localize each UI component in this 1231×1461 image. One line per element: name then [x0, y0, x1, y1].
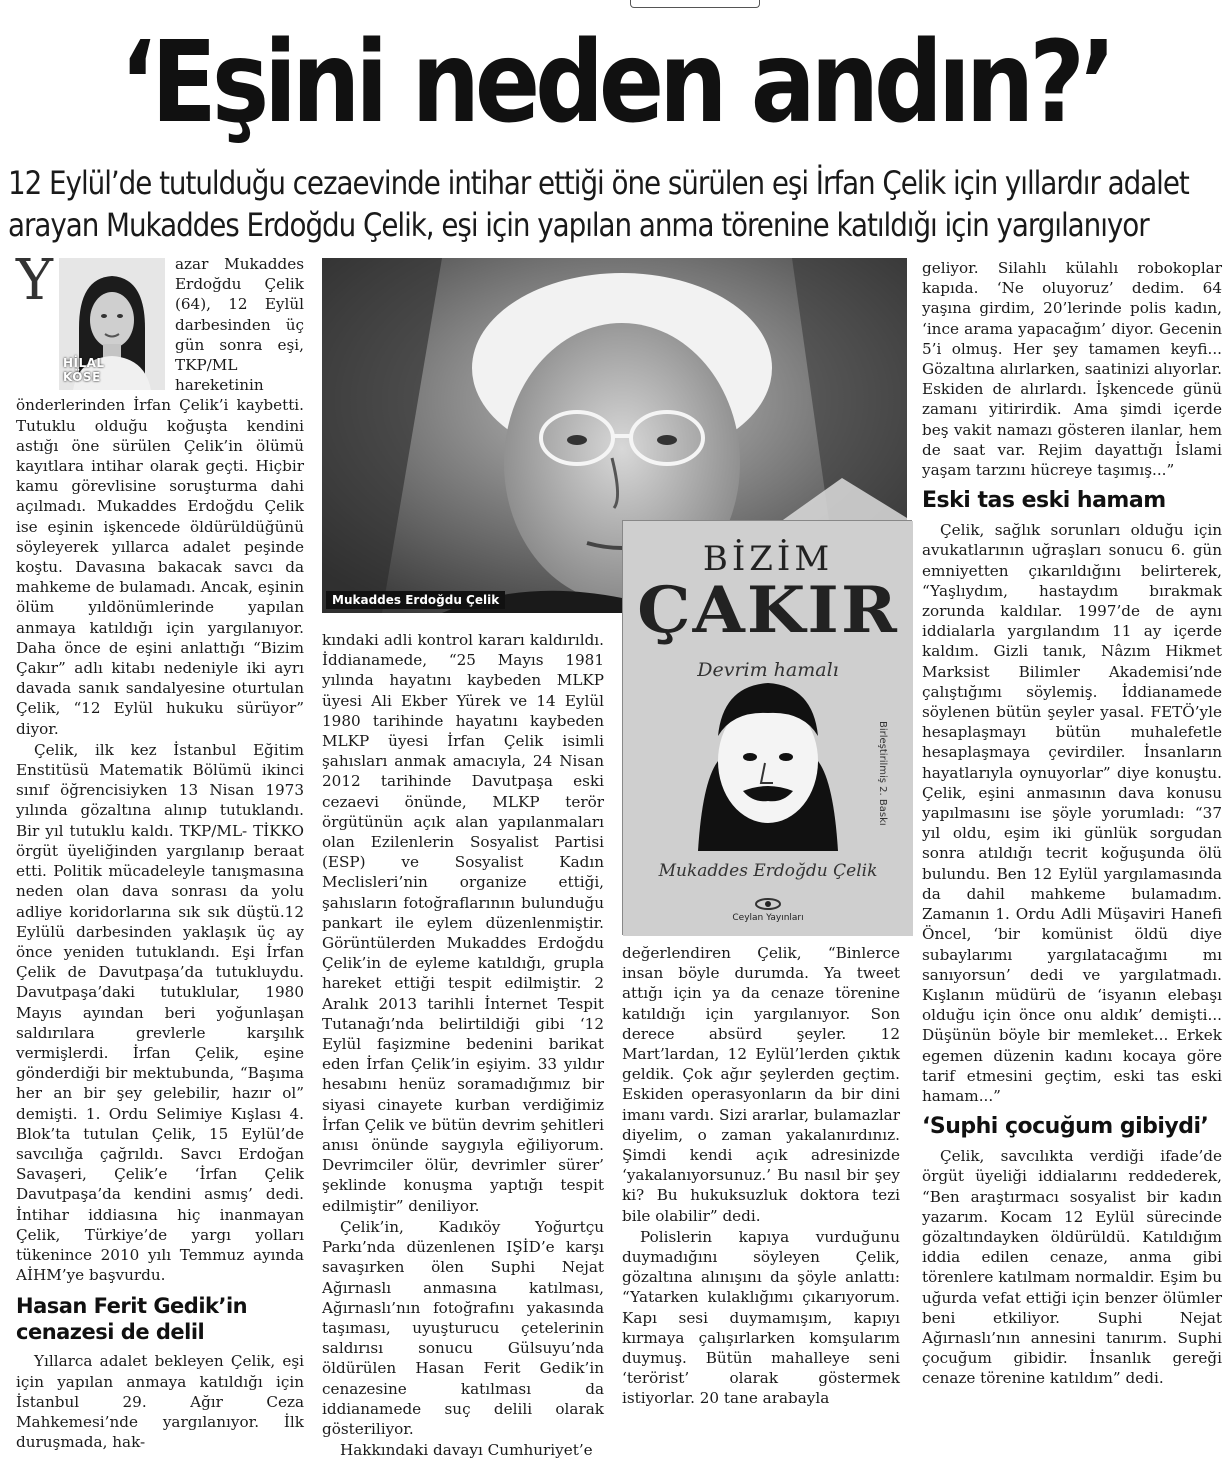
col2-paragraph-3: Hakkındaki davayı Cumhuriyet’e: [340, 1441, 593, 1460]
article-column-2: [322, 630, 604, 1461]
book-publisher: Ceylan Yayınları: [732, 913, 804, 923]
author-photo: [59, 258, 165, 390]
subhead-eski-tas: Eski tas eski hamam: [922, 488, 1166, 514]
book-subtitle: Devrim hamalı: [697, 659, 839, 681]
photo-caption: Mukaddes Erdoğdu Çelik: [326, 591, 505, 609]
subhead-hasan-ferit: Hasan Ferit Gedik’in cenazesi de delil: [16, 1294, 248, 1345]
book-cover: [622, 520, 912, 935]
deck: [8, 162, 1223, 246]
article-column-3: [622, 943, 900, 1410]
col3-paragraph-1: değerlendiren Çelik, “Binlerce insan böyle durumda. Ya tweet attığı için ya da cenaze törenine katıldığı için yargılanıyor. Son derece absürd şeyler. 12 Mart’lardan, 12 Eylül’lerden çıktık geldik. Çok ağır şeylerden geçtim. Eskiden operasyonların da bir dini imanı vardı. Sizi ararlar, bulamazlar diyelim, o zaman yakalanırdınız. Şimdi kendi açık adresinizde ‘yakalanıyorsunuz.’ Bu nasıl bir şey ki? Bu hukuksuzluk doktora tezi bile olabilir” dedi.: [622, 944, 900, 1225]
book-author: Mukaddes Erdoğdu Çelik: [658, 861, 878, 881]
page-top-mark: [630, 0, 760, 8]
col4-paragraph-3: Çelik, savcılıkta verdiği ifade’de örgüt üyeliği iddialarını reddederek, “Ben araştırmacı sosyalist bir kadın yazarım. Kocam 12 Eylül sürecinde gözaltındayken öldürüldü. Katıldığım iddia edilen cenaze, anma gibi törenlere katılmam normaldir. Eşim bu uğurda vefat ettiği için benzer ölümler beni etkiliyor. Suphi Nejat Ağırnaslı’nın annesini tanırım. Suphi çocuğum gibidir. İnsanlık gereği cenaze törenine katıldım” dedi.: [922, 1147, 1222, 1388]
article-column-1: [16, 248, 304, 1453]
drop-cap: Y: [16, 248, 53, 313]
deck-line-2: arayan Mukaddes Erdoğdu Çelik, eşi için yapılan anma törenine katıldığı için yargılanıyor: [8, 206, 1149, 244]
article-column-4: [922, 258, 1222, 1390]
book-title-line-2: ÇAKIR: [637, 573, 899, 648]
subhead-suphi: ‘Suphi çocuğum gibiydi’: [922, 1114, 1209, 1140]
col1-paragraph-3: Yıllarca adalet bekleyen Çelik, eşi için yapılan anmaya katıldığı için İstanbul 29. Ağır Ceza Mahkemesi’nde yargılanıyor. İlk duruşmada, hak-: [16, 1352, 304, 1452]
col1-paragraph-2: Çelik, ilk kez İstanbul Eğitim Enstitüsü Matematik Bölümü ikinci sınıf öğrencisiyken 13 Nisan 1973 yılında gözaltına alınıp tutuklandı. Bir yıl tutuklu kaldı. TKP/ML- TİKKO örgüt üyeliğinden yargılanıp beraat etti. Politik mücadeleyle tanışmasına neden olan dava sonrası da yolu adliye koridorlarına sık sık düştü.12 Eylülü darbesinden yaklaşık üç ay önce yeniden tutuklandı. Eşi İrfan Çelik de Davutpaşa’da tutukluydu. Davutpaşa’daki tutuklular, 1980 Mayıs ayından beri yoğunlaşan saldırılara grevlerle karşılık vermişlerdi. İrfan Çelik, eşine gönderdiği bir mektubunda, “Başıma her an bir şey gelebilir, hazır ol” demişti. 1. Ordu Selimiye Kışlası 4. Blok’ta tutulan Çelik, 15 Eylül’de savcılığa çağrıldı. Savcı Erdoğan Savaşeri, Çelik’e ‘İrfan Çelik Davutpaşa’da kendini asmış’ dedi. İntihar iddiasına hiç inanmayan Çelik, Türkiye’de yargı yolları tükenince 2010 yılı Temmuz ayında AİHM’ye başvurdu.: [16, 740, 304, 1285]
col2-paragraph-2: Çelik’in, Kadıköy Yoğurtçu Parkı’nda düzenlenen IŞİD’e karşı savaşırken ölen Suphi Nejat Ağırnaslı anmasına katılması, Ağırnaslı’nın fotoğrafını yakasında taşıması, uyuşturucu çetelerinin saldırısı sonucu Gülsuyu’nda öldürülen Hasan Ferit Gedik’in cenazesine katılması da iddianamede suç delili olarak gösteriliyor.: [322, 1217, 604, 1438]
col3-paragraph-2: Polislerin kapıya vurduğunu duymadığını söyleyen Çelik, gözaltına alınışını da şöyle anlattı: “Yatarken kulaklığımı çıkarıyorum. Kapı sesi duymamışım, kapıyı kırmaya çalışırlarken komşularım duymuş. Bütün mahalleye seni ‘terörist’ olarak göstermek istiyorlar. 20 tane arabayla: [622, 1227, 900, 1408]
col1-paragraph-1: azar Mukaddes Erdoğdu Çelik (64), 12 Eylül darbesinden üç gün sonra eşi, TKP/ML hareketinin önderlerinden İrfan Çelik’i kaybetti. Tutuklu olduğu koğuşta kendini astığı öne sürülen Çelik’in ölümü kayıtlara intihar olarak geçti. Hiçbir kamu görevlisine soruşturma dahi açılmadı. Mukaddes Erdoğdu Çelik ise eşinin işkencede öldürüldüğünü söyleyerek yıllarca adalet peşinde koştu. Davasına bakacak savcı da mahkeme de bulamadı. Ancak, eşinin ölüm yıldönümlerinde yapılan anmaya katıldığı için yargılanıyor. Daha önce de eşini anlattığı “Bizim Çakır” adlı kitabı nedeniyle iki ayrı davada sanık sandalyesine oturtulan Çelik, “12 Eylül hukuku sürüyor” diyor.: [16, 255, 304, 738]
book-edition: Birleştirilmiş 2. Baskı: [877, 721, 888, 826]
author-name: HİLAL KÖSE: [62, 356, 105, 384]
book-title-line-1: BİZİM: [702, 539, 834, 579]
col4-paragraph-2: Çelik, sağlık sorunları olduğu için avukatlarının uğraşları sonucu 6. gün emniyetten çıkarıldığını belirterek, “Yaşlıydım, hastaydım bırakmak zorunda kaldılar. 1997’de de aynı iddialarla yargılandım 11 ay içerde kaldım. Gizli tanık, Nâzım Hikmet Marksist Bilimler Akademisi’nde çalıştığımı söylemiş. İddianamede söylenen bütün şeyler yasal. FETÖ’yle hesaplaşmayı bütün muhalefetle hesaplaşmaya çevirdiler. İnsanların hayatlarıyla oynuyorlar” diye konuştu. Çelik, eşini anmasının dava konusu yapılmasını ise şöyle yorumladı: “37 yıl oldu, eşim iki günlük sorgudan sonra atıldığı tecrit koğuşunda ölü bulundu. Ben 12 Eylül yargılamasında da dahil mahkeme bulamadım. Zamanın 1. Ordu Adli Müşaviri Hanefi Öncel, ‘bir komünist öldü diye subaylarımı yargılatacağımı mı sanıyorsun’ dedi ve yargılatmadı. Kışlanın müdürü de ‘isyanın elebaşı olduğu için önce onu aldık’ demişti... Düşünün böyle bir memleket... Erkek egemen düzenin kadını kocaya göre tarif etmesini geçtim, eski tas eski hamam...”: [922, 521, 1222, 1105]
deck-line-1: 12 Eylül’de tutulduğu cezaevinde intihar ettiği öne sürülen eşi İrfan Çelik için yıllardır adalet: [8, 164, 1189, 202]
headline: ‘Eşini neden andın?’: [119, 18, 1112, 148]
col4-paragraph-1: geliyor. Silahlı külahlı robokoplar kapıda. ‘Ne oluyoruz’ dedim. 64 yaşına girdim, 20’lerinde polis kadın, ‘ince arama yapacağım’ diyor. Gecenin 5’i olmuş. Her şey tamamen keyfi... Gözaltına alırlarken, saatinizi alıyorlar. Eskiden de alırlardı. İşkencede günü zamanı yitirirdik. Ama şimdi içerde beş vakit namazı gösteren ilanlar, hem de saat var. Rejim dayattığı İslami yaşam tarzını hücreye taşımış...”: [922, 259, 1222, 480]
col2-paragraph-1: kındaki adli kontrol kararı kaldırıldı. İddianamede, “25 Mayıs 1981 yılında hayatını kaybeden MLKP üyesi Ali Ekber Yürek ve 14 Eylül 1980 tarihinde hayatını kaybeden MLKP üyesi İrfan Çelik isimli şahısları anmak amacıyla, 24 Nisan 2012 tarihinde Davutpaşa eski cezaevi önünde, MLKP terör örgütünün açık alan yapılanmaları olan Ezilenlerin Sosyalist Partisi (ESP) ve Sosyalist Kadın Meclisleri’nin organize ettiği, şahısların fotoğraflarının bulunduğu pankart ile eylem düzenlenmiştir. Görüntülerden Mukaddes Erdoğdu Çelik’in de eyleme katıldığı, grupla hareket ettiği tespit edilmiştir. 2 Aralık 2013 tarihli İnternet Tespit Tutanağı’nda belirtildiği gibi ‘12 Eylül faşizmine bedenini barikat eden İrfan Çelik’in eşiyim. 33 yıldır hesabını henüz soramadığımız bir siyasi cinayete kurban verdiğimiz İrfan Çelik ve bütün devrim şehitleri anısı önünde saygıyla eğiliyorum. Devrimciler ölür, devrimler sürer’ şeklinde konuşma yaptığı tespit edilmiştir” deniliyor.: [322, 631, 604, 1215]
